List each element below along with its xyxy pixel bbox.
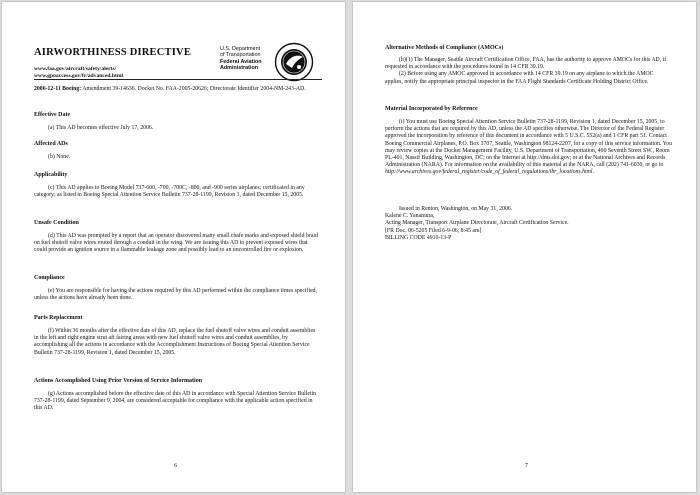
faa-alerts-link[interactable]: www.faa.gov/aircraft/safety/alerts/ bbox=[34, 66, 117, 72]
section-compliance bbox=[34, 275, 321, 302]
section-material-incorporated bbox=[385, 106, 672, 177]
section-heading: Compliance bbox=[34, 275, 65, 281]
page-number: 6 bbox=[174, 463, 177, 469]
agency-line: Federal Aviation bbox=[220, 58, 262, 65]
issued-line: Issued in Renton, Washington, on May 31, 2006. bbox=[399, 206, 513, 212]
section-body: (g) Actions accomplished before the effective date of this AD in accordance with Special Attention Service Bulletin 737-28-1199, dated September 9, 2004, are considered acceptable for compliance with the applicable action specified in this AD. bbox=[34, 391, 317, 412]
section-body: (f) Within 36 months after the effective date of this AD, replace the fuel shutoff valve wires and conduit assemblies in the left and right engine strut aft fairing areas with new fuel shutoff valve wires and conduit assemblies, by accomplishing all the actions in accordance with the Accomplishment Instructions of Boeing Special Attention Service Bulletin 737-28-1199, Revision 1, dated December 15, 2005. bbox=[34, 328, 316, 356]
intro-text: Amendment 39-14636. Docket No. FAA-2005-20626; Directorate Identifier 2004-NM-243-AD. bbox=[81, 86, 306, 92]
header-links bbox=[34, 66, 123, 80]
mibr-end: . bbox=[592, 169, 594, 176]
section-heading: Actions Accomplished Using Prior Version of Service Information bbox=[34, 378, 203, 384]
agency-line: of Transportation bbox=[220, 52, 261, 59]
intro-paragraph bbox=[34, 86, 321, 93]
section-heading: Material Incorporated by Reference bbox=[385, 106, 478, 112]
section-heading: Effective Date bbox=[34, 112, 71, 118]
section-body: (e) You are responsible for having the actions required by this AD performed within the compliance times specified, unless the actions have already been done. bbox=[34, 288, 317, 302]
header-divider bbox=[34, 79, 322, 80]
document-title: AIRWORTHINESS DIRECTIVE bbox=[34, 47, 192, 58]
section-heading: Applicability bbox=[34, 172, 68, 178]
section-heading: Affected ADs bbox=[34, 141, 68, 147]
section-heading: Unsafe Condition bbox=[34, 220, 79, 226]
nara-link[interactable]: http://www.archives.gov/federal_register/code_of_federal_regulations/ibr_locations.html bbox=[385, 169, 593, 176]
section-amocs bbox=[385, 45, 672, 86]
agency-block bbox=[220, 46, 262, 72]
section-body: (b) None. bbox=[48, 154, 71, 160]
agency-line: U.S. Department bbox=[220, 46, 261, 52]
section-applicability bbox=[34, 172, 321, 199]
agency-line: Administration bbox=[220, 65, 259, 72]
gpoaccess-link[interactable]: www.gpoaccess.gov/fr/advanced.html bbox=[34, 73, 124, 79]
mibr-body: (i) You must use Boeing Special Attention Service Bulletin 737-28-1199, Revision 1, dated December 15, 2005, to perform the actions that are required by this AD, unless the AD specifies otherwise. The Director of the Federal Register approved the incorporation by reference of this document in accordance with 5 U.S.C. 552(a) and 1 CFR part 51. Contact Boeing Commercial Airplanes, P.O. Box 3707, Seattle, Washington 98124-2207, for a copy of this service information. You may review copies at the Docket Management Facility, U.S. Department of Transportation, 400 Seventh Street SW., Room PL-401, Nassif Building, Washington, DC; on the Internet at http://dms.dot.gov; or at the National Archives and Records Administration (NARA). For information on the availability of this material at the NARA, call (202) 741-6030, or go to bbox=[385, 119, 672, 169]
left-page bbox=[2, 2, 345, 492]
billing-code: BILLING CODE 4910-13-P bbox=[385, 234, 452, 241]
intro-bold: 2006-12-11 Boeing: bbox=[34, 86, 82, 92]
fr-doc-line: [FR Doc. 06-5205 Filed 6-9-06; 8:45 am] bbox=[385, 227, 482, 234]
amocs-paragraph-1: (h)(1) The Manager, Seattle Aircraft Certification Office, FAA, has the authority to approve AMOCs for this AD, if requested in accordance with the procedures found in 14 CFR 39.19. bbox=[385, 57, 667, 71]
signature-block bbox=[385, 206, 672, 242]
signer-title: Acting Manager, Transport Airplane Directorate, Aircraft Certification Service. bbox=[385, 220, 569, 227]
section-body: (d) This AD was prompted by a report that an operator discovered many small chafe marks and exposed shield braid on fuel shutoff valve wires routed through a conduit in the wing. We are issuing this AD to prevent exposed wires that could provide an ignition source in a flammable leakage zone and possibly lead to an uncontrolled fire or explosion. bbox=[34, 233, 318, 254]
signer-name: Kalene C. Yanamura, bbox=[385, 213, 435, 220]
dot-seal-icon bbox=[274, 42, 314, 82]
section-prior-version bbox=[34, 378, 321, 413]
section-body: (c) This AD applies to Boeing Model 737-600, -700, -700C, -800, and -900 series airplanes; certificated in any category; as listed in Boeing Special Attention Service Bulletin 737-28-1199, Revision 1, dated December 15, 2005. bbox=[34, 185, 305, 199]
section-unsafe-condition bbox=[34, 220, 321, 255]
page-number: 7 bbox=[525, 463, 528, 469]
mibr-paragraph bbox=[385, 119, 672, 177]
section-heading: Alternative Methods of Compliance (AMOCs) bbox=[385, 45, 504, 51]
section-affected-ads bbox=[34, 141, 321, 161]
right-page bbox=[353, 2, 696, 492]
section-effective-date bbox=[34, 112, 321, 132]
section-parts-replacement bbox=[34, 315, 321, 357]
amocs-paragraph-2: (2) Before using any AMOC approved in accordance with 14 CFR 39.19 on any airplane to which the AMOC applies, notify the appropriate principal inspector in the FAA Flight Standards Certificate Holding District Office. bbox=[385, 71, 654, 85]
section-body: (a) This AD becomes effective July 17, 2006. bbox=[48, 125, 154, 131]
section-heading: Parts Replacement bbox=[34, 315, 83, 321]
